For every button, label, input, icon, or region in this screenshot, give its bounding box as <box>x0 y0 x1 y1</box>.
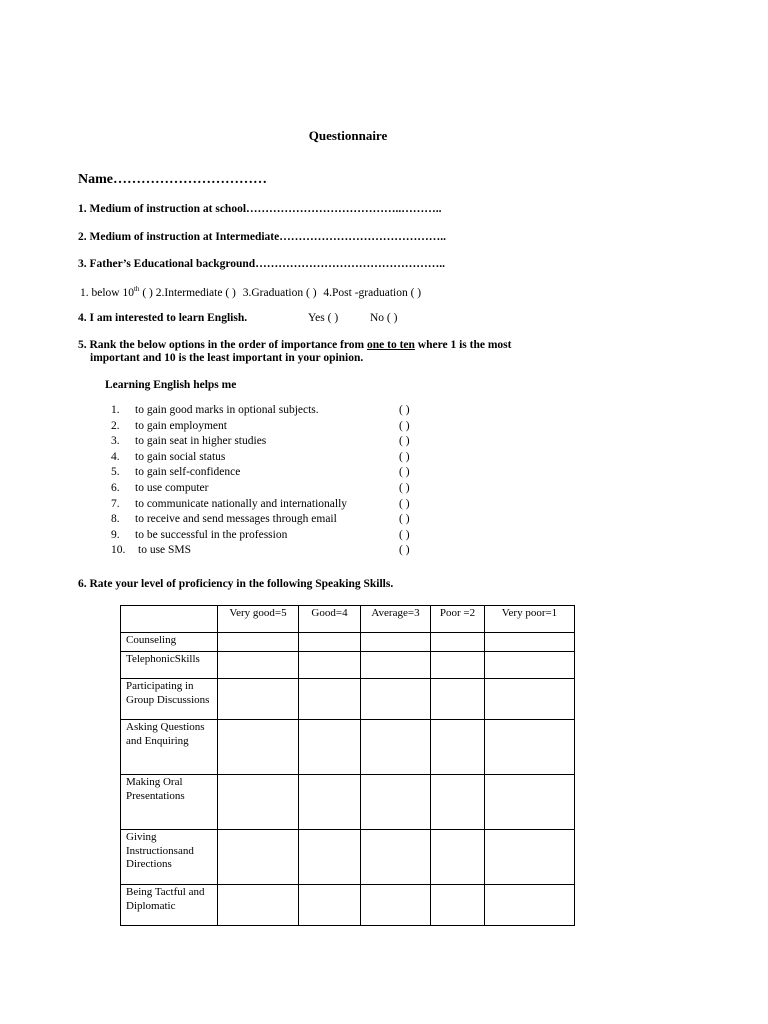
ranking-item <box>111 482 441 498</box>
rating-cell[interactable] <box>431 775 485 830</box>
ranking-item-number: 7. <box>111 497 120 510</box>
question-3-options <box>80 285 421 299</box>
option-intermediate[interactable]: 2.Intermediate ( ) <box>155 286 236 299</box>
name-field-line[interactable]: Name…………………………… <box>78 172 267 187</box>
rating-cell[interactable] <box>431 885 485 926</box>
table-header-rating: Very poor=1 <box>485 606 575 633</box>
ranking-item-rank-input[interactable]: ( ) <box>399 435 410 448</box>
question-3: 3. Father’s Educational background………………………………………….. <box>78 258 445 270</box>
option-below-10th-superscript: th <box>133 285 140 293</box>
ranking-item-label: to gain good marks in optional subjects. <box>135 404 319 416</box>
rating-cell[interactable] <box>299 679 361 720</box>
option-below-10th-label: 1. below 10 <box>80 286 134 299</box>
rating-cell[interactable] <box>218 633 299 652</box>
ranking-item-number: 4. <box>111 450 120 463</box>
speaking-skills-table <box>120 605 575 926</box>
ranking-item-rank-input[interactable]: ( ) <box>399 450 410 463</box>
ranking-item-rank-input[interactable]: ( ) <box>399 419 410 432</box>
question-5-text-pre: 5. Rank the below options in the order of importance from <box>78 339 367 351</box>
rating-cell[interactable] <box>431 830 485 885</box>
rating-cell[interactable] <box>361 679 431 720</box>
ranking-item <box>111 435 441 451</box>
table-header-rating: Average=3 <box>361 606 431 633</box>
rating-cell[interactable] <box>299 775 361 830</box>
rating-cell[interactable] <box>361 830 431 885</box>
table-row <box>121 652 575 679</box>
table-row <box>121 720 575 775</box>
rating-cell[interactable] <box>485 633 575 652</box>
ranking-item-label: to gain employment <box>135 419 227 432</box>
skill-label: Participating in Group Discussions <box>121 679 218 720</box>
rating-cell[interactable] <box>485 885 575 926</box>
rating-cell[interactable] <box>218 830 299 885</box>
rating-cell[interactable] <box>485 775 575 830</box>
skill-label: TelephonicSkills <box>121 652 218 679</box>
table-row <box>121 679 575 720</box>
ranking-item <box>111 498 441 514</box>
rating-cell[interactable] <box>218 679 299 720</box>
ranking-item <box>111 420 441 436</box>
rating-cell[interactable] <box>361 652 431 679</box>
ranking-item <box>111 404 441 420</box>
ranking-item-rank-input[interactable]: ( ) <box>399 528 410 541</box>
ranking-item-rank-input[interactable]: ( ) <box>399 466 410 479</box>
ranking-item-rank-input[interactable]: ( ) <box>399 544 410 557</box>
rating-cell[interactable] <box>299 830 361 885</box>
question-4: 4. I am interested to learn English. <box>78 312 248 324</box>
ranking-item-label: to use SMS <box>138 544 192 557</box>
ranking-item-number: 9. <box>111 528 120 541</box>
ranking-item <box>111 513 441 529</box>
option-below-10th[interactable] <box>80 287 153 299</box>
rating-cell[interactable] <box>218 720 299 775</box>
question-5-underlined: one to ten <box>366 339 415 351</box>
rating-cell[interactable] <box>431 720 485 775</box>
ranking-item-number: 2. <box>111 419 120 432</box>
table-header-rating: Very good=5 <box>218 606 299 633</box>
option-post-graduation[interactable]: 4.Post -graduation ( ) <box>323 286 422 299</box>
rating-cell[interactable] <box>361 720 431 775</box>
skill-label: Making Oral Presentations <box>121 775 218 830</box>
ranking-item-rank-input[interactable]: ( ) <box>399 497 410 510</box>
rating-cell[interactable] <box>361 885 431 926</box>
rating-cell[interactable] <box>299 885 361 926</box>
rating-cell[interactable] <box>361 775 431 830</box>
option-below-10th-parens: ( ) <box>142 286 153 299</box>
ranking-list <box>111 404 441 560</box>
ranking-item-number: 1. <box>111 404 120 416</box>
question-4-no[interactable]: No ( ) <box>370 312 398 324</box>
table-header-rating: Poor =2 <box>431 606 485 633</box>
ranking-item-rank-input[interactable]: ( ) <box>399 404 410 416</box>
table-row <box>121 775 575 830</box>
ranking-item-label: to gain self-confidence <box>135 466 241 479</box>
table-header-rating: Good=4 <box>299 606 361 633</box>
ranking-item-label: to receive and send messages through email <box>135 513 337 526</box>
table-row <box>121 633 575 652</box>
ranking-item <box>111 544 441 560</box>
rating-cell[interactable] <box>485 830 575 885</box>
rating-cell[interactable] <box>485 679 575 720</box>
ranking-item-number: 10. <box>111 544 126 557</box>
ranking-item-label: to communicate nationally and internationally <box>135 497 348 510</box>
question-5-text-post: where 1 is the most <box>414 339 512 351</box>
rating-cell[interactable] <box>361 633 431 652</box>
skill-label: Asking Questions and Enquiring <box>121 720 218 775</box>
ranking-item-number: 6. <box>111 481 120 494</box>
ranking-item-label: to gain social status <box>135 450 226 463</box>
ranking-item <box>111 466 441 482</box>
ranking-item-label: to be successful in the profession <box>135 528 288 541</box>
question-5-line-2: important and 10 is the least important in your opinion. <box>90 352 364 364</box>
rating-cell[interactable] <box>485 720 575 775</box>
rating-cell[interactable] <box>299 633 361 652</box>
option-graduation[interactable]: 3.Graduation ( ) <box>242 286 317 299</box>
rating-cell[interactable] <box>431 652 485 679</box>
rating-cell[interactable] <box>299 720 361 775</box>
question-2: 2. Medium of instruction at Intermediate…………………………………….. <box>78 231 446 243</box>
skill-label: Counseling <box>121 633 218 652</box>
ranking-item-number: 3. <box>111 435 120 448</box>
rating-cell[interactable] <box>218 885 299 926</box>
ranking-item <box>111 529 441 545</box>
ranking-item-label: to gain seat in higher studies <box>135 435 267 448</box>
rating-cell[interactable] <box>218 652 299 679</box>
skill-label: Being Tactful and Diplomatic <box>121 885 218 926</box>
rating-cell[interactable] <box>299 652 361 679</box>
ranking-item-rank-input[interactable]: ( ) <box>399 481 410 494</box>
ranking-item-label: to use computer <box>135 481 209 494</box>
rating-cell[interactable] <box>431 679 485 720</box>
ranking-item-number: 8. <box>111 513 120 526</box>
table-row <box>121 830 575 885</box>
question-5-subheading: Learning English helps me <box>105 379 237 391</box>
ranking-item-rank-input[interactable]: ( ) <box>399 513 410 526</box>
table-header-blank <box>121 606 218 633</box>
skill-label: Giving Instructionsand Directions <box>121 830 218 885</box>
question-4-yes[interactable]: Yes ( ) <box>308 312 339 324</box>
table-row <box>121 885 575 926</box>
ranking-item <box>111 451 441 467</box>
rating-cell[interactable] <box>218 775 299 830</box>
ranking-item-number: 5. <box>111 466 120 479</box>
rating-cell[interactable] <box>431 633 485 652</box>
question-1: 1. Medium of instruction at school…………………………………..……….. <box>78 203 442 215</box>
page-title: Questionnaire <box>308 128 388 143</box>
rating-cell[interactable] <box>485 652 575 679</box>
question-6: 6. Rate your level of proficiency in the following Speaking Skills. <box>78 578 394 590</box>
question-5-line-1 <box>78 339 511 351</box>
